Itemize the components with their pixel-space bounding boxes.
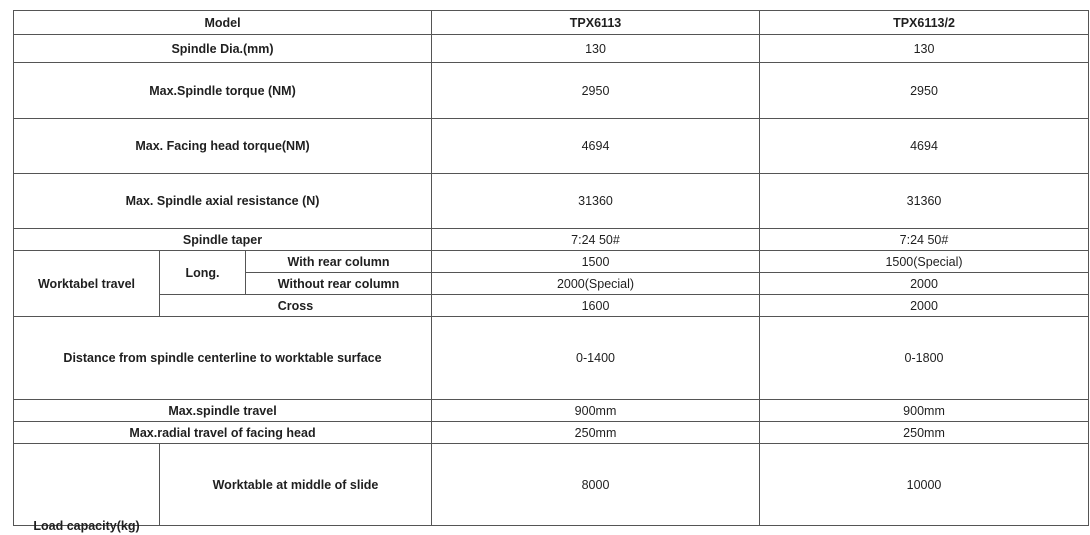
row-value-2: 7:24 50# — [760, 229, 1089, 251]
load-capacity-label — [14, 444, 160, 533]
row-value-1: 8000 — [432, 444, 760, 526]
row-max-spindle-travel — [14, 400, 1089, 422]
row-label: Spindle taper — [14, 229, 432, 251]
row-max-axial-resistance — [14, 174, 1089, 229]
row-label: Spindle Dia.(mm) — [14, 35, 432, 63]
spec-table — [13, 10, 1089, 533]
row-value-2: 900mm — [760, 400, 1089, 422]
row-value-1: 2000(Special) — [432, 273, 760, 295]
row-max-spindle-torque — [14, 63, 1089, 119]
row-value-2: 130 — [760, 35, 1089, 63]
header-row — [14, 11, 1089, 35]
row-value-2: 10000 — [760, 444, 1089, 526]
cross-label: Cross — [160, 295, 432, 317]
row-label: Distance from spindle centerline to worktable surface — [14, 317, 432, 400]
with-rear-column-label: With rear column — [246, 251, 432, 273]
row-value-1: 130 — [432, 35, 760, 63]
long-label: Long. — [160, 251, 246, 295]
row-spindle-taper — [14, 229, 1089, 251]
row-max-facing-torque — [14, 119, 1089, 174]
row-value-2: 2000 — [760, 295, 1089, 317]
row-value-2: 31360 — [760, 174, 1089, 229]
row-value-2: 4694 — [760, 119, 1089, 174]
load-capacity-text: Load capacity(kg) — [33, 519, 140, 533]
row-label: Max.Spindle torque (NM) — [14, 63, 432, 119]
row-value-2: 2000 — [760, 273, 1089, 295]
row-load-capacity-middle — [14, 444, 1089, 526]
row-value-1: 7:24 50# — [432, 229, 760, 251]
row-value-2: 250mm — [760, 422, 1089, 444]
without-rear-column-label: Without rear column — [246, 273, 432, 295]
row-value-1: 0-1400 — [432, 317, 760, 400]
row-value-1: 2950 — [432, 63, 760, 119]
row-value-1: 900mm — [432, 400, 760, 422]
row-value-2: 1500(Special) — [760, 251, 1089, 273]
row-max-radial-travel — [14, 422, 1089, 444]
worktable-travel-label: Worktabel travel — [14, 251, 160, 317]
row-worktable-with-rear — [14, 251, 1089, 273]
row-distance-centerline — [14, 317, 1089, 400]
row-value-2: 2950 — [760, 63, 1089, 119]
row-label: Max. Spindle axial resistance (N) — [14, 174, 432, 229]
row-spindle-dia — [14, 35, 1089, 63]
header-tpx6113-2: TPX6113/2 — [760, 11, 1089, 35]
row-value-1: 4694 — [432, 119, 760, 174]
row-label: Max.radial travel of facing head — [14, 422, 432, 444]
row-value-1: 31360 — [432, 174, 760, 229]
row-label: Max.spindle travel — [14, 400, 432, 422]
row-value-1: 1600 — [432, 295, 760, 317]
middle-of-slide-label: Worktable at middle of slide — [160, 444, 432, 526]
header-model: Model — [14, 11, 432, 35]
row-value-2: 0-1800 — [760, 317, 1089, 400]
row-value-1: 250mm — [432, 422, 760, 444]
header-tpx6113: TPX6113 — [432, 11, 760, 35]
row-label: Max. Facing head torque(NM) — [14, 119, 432, 174]
row-value-1: 1500 — [432, 251, 760, 273]
row-worktable-cross — [14, 295, 1089, 317]
